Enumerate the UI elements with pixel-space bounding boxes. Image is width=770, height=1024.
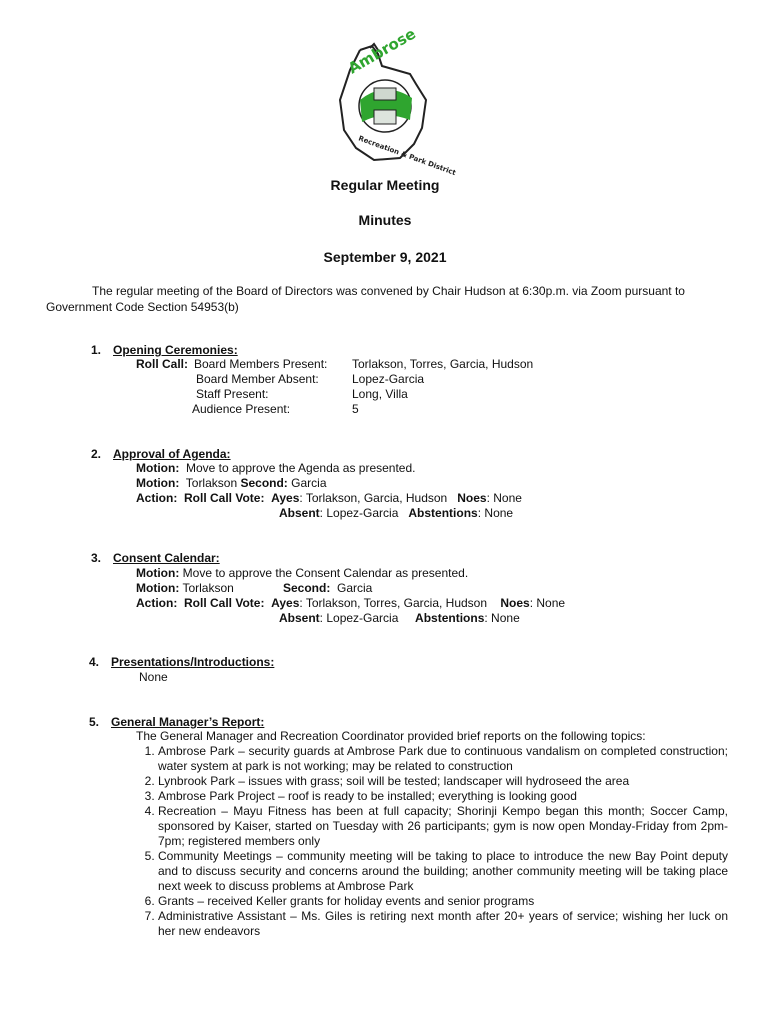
abstentions-label: Abstentions	[408, 506, 478, 520]
noes-value: : None	[529, 596, 566, 610]
ayes-label: Ayes	[271, 596, 300, 610]
roll-row-value: 5	[352, 402, 359, 416]
section-2-heading	[91, 447, 231, 461]
vote-label: Roll Call Vote:	[184, 596, 265, 610]
roll-row-label: Board Member Absent:	[196, 372, 319, 386]
agenda-motion	[136, 461, 415, 476]
doc-title: Regular Meeting	[330, 177, 440, 193]
gm-report	[136, 729, 728, 939]
agenda-action	[136, 491, 522, 506]
list-item: 3. Ambrose Park Project – roof is ready to be installed; everything is looking good	[158, 789, 728, 804]
ayes-value: : Torlakson, Torres, Garcia, Hudson	[299, 596, 488, 610]
consent-motion	[136, 566, 468, 581]
roll-row-label: Board Members Present:	[194, 357, 328, 371]
district-logo	[330, 24, 457, 178]
section-title: Approval of Agenda:	[113, 447, 231, 461]
consent-action	[136, 596, 565, 611]
second-label: Second:	[240, 476, 288, 490]
intro-line-1: The regular meeting of the Board of Directors was convened by Chair Hudson at 6:30p.m. via Zoom pursuant to	[92, 284, 685, 298]
list-item: 4. Recreation – Mayu Fitness has been at full capacity; Shorinji Kempo began this month; Soccer Camp, sponsored by Kaiser, started on Tuesday with 26 participants; gym is now open Monday-Friday from 2pm-7pm; registered members only	[158, 804, 728, 849]
second-label: Second:	[283, 581, 331, 595]
section-title: Presentations/Introductions:	[111, 655, 275, 669]
presentations-body: None	[139, 670, 168, 684]
section-1-heading	[91, 343, 238, 357]
absent-label: Absent	[279, 611, 320, 625]
motion-label: Motion:	[136, 476, 180, 490]
section-number: 1.	[91, 343, 102, 357]
doc-date: September 9, 2021	[323, 249, 447, 265]
list-item: 6. Grants – received Keller grants for holiday events and senior programs	[158, 894, 728, 909]
section-4-heading	[89, 655, 274, 669]
motion-label: Motion:	[136, 461, 180, 475]
section-title: General Manager’s Report:	[111, 715, 265, 729]
roll-row-label: Staff Present:	[196, 387, 269, 401]
list-item: 7. Administrative Assistant – Ms. Giles is retiring next month after 20+ years of service; wishing her luck on her new endeavors	[158, 909, 728, 939]
gm-report-intro: The General Manager and Recreation Coordinator provided brief reports on the following topics:	[136, 729, 646, 743]
section-number: 2.	[91, 447, 102, 461]
action-label: Action:	[136, 596, 178, 610]
roll-call-label: Roll Call:	[136, 357, 189, 371]
doc-subtitle: Minutes	[358, 212, 412, 228]
consent-mover	[136, 581, 234, 596]
vote-label: Roll Call Vote:	[184, 491, 265, 505]
section-title: Opening Ceremonies:	[113, 343, 238, 357]
motion-label: Motion:	[136, 581, 180, 595]
motion-text: Move to approve the Consent Calendar as presented.	[182, 566, 469, 580]
abstentions-value: : None	[477, 506, 514, 520]
roll-row-value: Long, Villa	[352, 387, 408, 401]
intro-paragraph	[46, 283, 736, 315]
section-title: Consent Calendar:	[113, 551, 220, 565]
intro-line-2: Government Code Section 54953(b)	[46, 300, 239, 314]
noes-label: Noes	[500, 596, 530, 610]
roll-row-value: Lopez-Garcia	[352, 372, 425, 386]
section-3-heading	[91, 551, 220, 565]
section-number: 4.	[89, 655, 100, 669]
roll-row-value: Torlakson, Torres, Garcia, Hudson	[352, 357, 534, 371]
section-number: 5.	[89, 715, 100, 729]
abstentions-label: Abstentions	[415, 611, 485, 625]
logo-sub-text: Recreation & Park District	[357, 134, 457, 178]
motion-text: Move to approve the Agenda as presented.	[185, 461, 416, 475]
agenda-mover	[136, 476, 327, 491]
ayes-value: : Torlakson, Garcia, Hudson	[299, 491, 448, 505]
motion-label: Motion:	[136, 566, 180, 580]
list-item: 5. Community Meetings – community meeting will be taking to place to introduce the new Bay Point deputy and to discuss security and concerns around the building; another community meeting will be taking place next week to discuss problems at Ambrose Park	[158, 849, 728, 894]
ayes-label: Ayes	[271, 491, 300, 505]
absent-label: Absent	[279, 506, 320, 520]
second-name: Garcia	[291, 476, 327, 490]
list-item: 2. Lynbrook Park – issues with grass; soil will be tested; landscaper will hydroseed the area	[158, 774, 728, 789]
agenda-absent	[279, 506, 513, 521]
noes-value: : None	[486, 491, 522, 505]
mover-name: Torlakson	[185, 476, 238, 490]
mover-name: Torlakson	[182, 581, 234, 595]
list-item: 1. Ambrose Park – security guards at Ambrose Park due to continuous vandalism on completed construction; water system at park is not working; may be related to construction	[158, 744, 728, 774]
logo-name-text: Ambrose	[345, 24, 419, 78]
roll-row-label: Audience Present:	[192, 402, 291, 416]
gm-report-list	[136, 744, 728, 939]
consent-absent	[279, 611, 520, 626]
absent-value: : Lopez-Garcia	[319, 506, 399, 520]
consent-second	[283, 581, 372, 596]
action-label: Action:	[136, 491, 178, 505]
second-name: Garcia	[337, 581, 373, 595]
section-number: 3.	[91, 551, 102, 565]
section-5-heading	[89, 715, 264, 729]
noes-label: Noes	[457, 491, 487, 505]
absent-value: : Lopez-Garcia	[319, 611, 399, 625]
abstentions-value: : None	[484, 611, 520, 625]
